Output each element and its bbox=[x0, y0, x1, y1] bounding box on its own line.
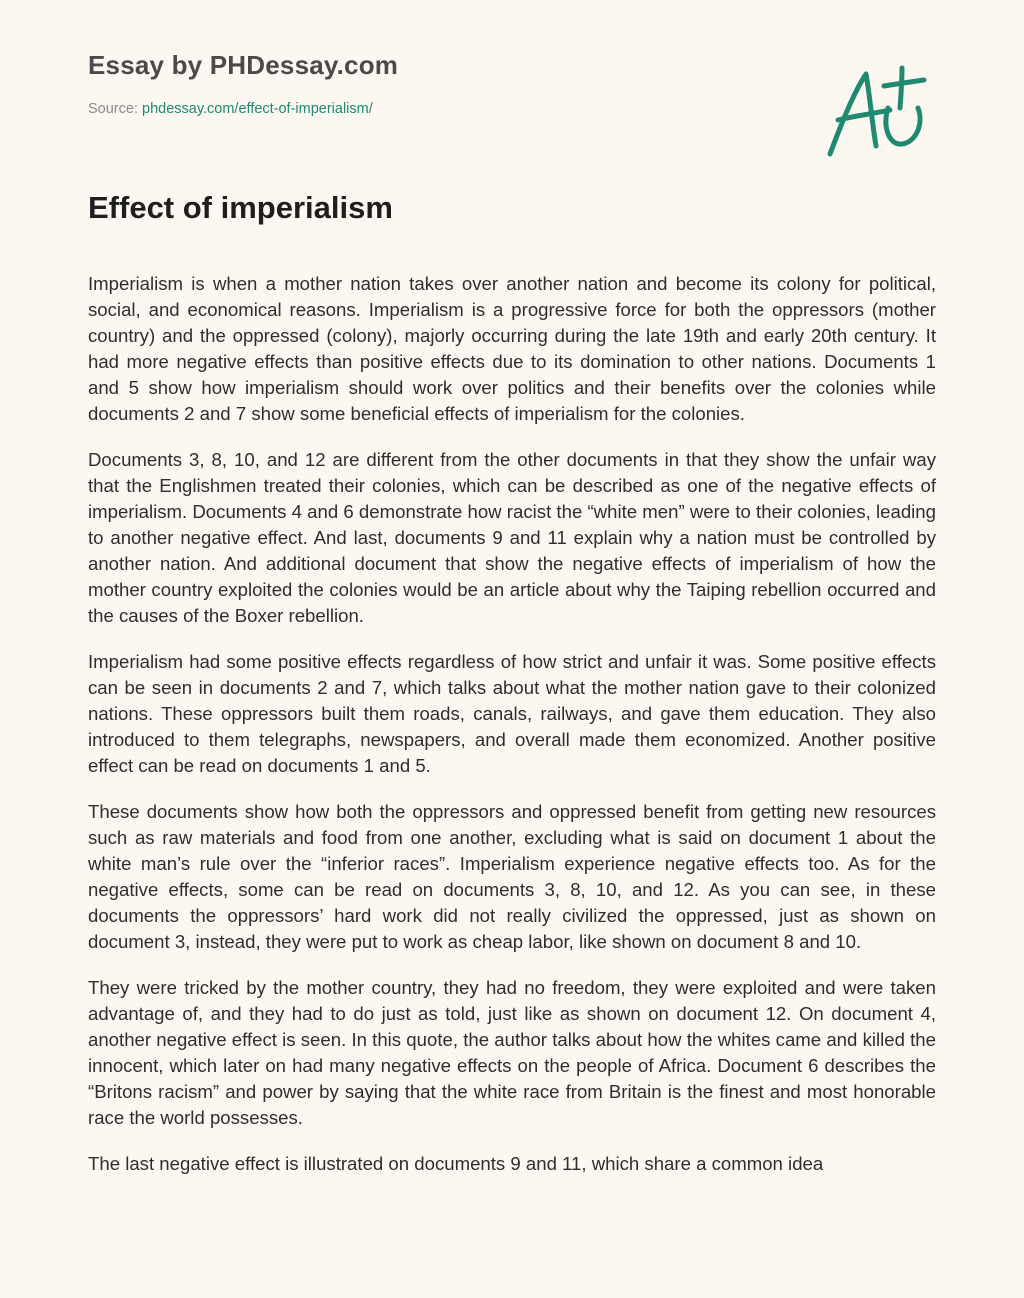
essay-paragraph: Documents 3, 8, 10, and 12 are different from the other documents in that they show the unfair way that the Englishmen treated their colonies, which can be described as one of the negative effects of imperialism. Documents 4 and 6 demonstrate how racist the “white men” were to their colonies, leading to another negative effect. And last, documents 9 and 11 explain why a nation must be controlled by another nation. And additional document that show the negative effects of imperialism of how the mother country exploited the colonies would be an article about why the Taiping rebellion occurred and the causes of the Boxer rebellion. bbox=[88, 449, 936, 626]
essay-body bbox=[88, 271, 936, 1197]
brand-title: Essay by PHDessay.com bbox=[88, 50, 399, 80]
essay-title: Effect of imperialism bbox=[88, 190, 393, 225]
essay-paragraph: These documents show how both the oppressors and oppressed benefit from getting new resources such as raw materials and food from one another, excluding what is said on document 1 about the white man’s rule over the “inferior races”. Imperialism experience negative effects too. As for the negative effects, some can be read on documents 3, 8, 10, and 12. As you can see, in these documents the oppressors’ hard work did not really civilized the oppressed, just as shown on document 3, instead, they were put to work as cheap labor, like shown on document 8 and 10. bbox=[88, 801, 936, 952]
source-label: Source: bbox=[88, 101, 138, 117]
a-plus-logo-icon bbox=[820, 62, 930, 162]
source-link[interactable]: phdessay.com/effect-of-imperialism/ bbox=[142, 101, 373, 117]
essay-paragraph: They were tricked by the mother country, they had no freedom, they were exploited and were taken advantage of, and they had to do just as told, just like as shown on document 12. On document 4, another negative effect is seen. In this quote, the author talks about how the whites came and killed the innocent, which later on had many negative effects on the people of Africa. Document 6 describes the “Britons racism” and power by saying that the white race from Britain is the finest and most honorable race the world possesses. bbox=[88, 977, 936, 1128]
essay-paragraph: Imperialism had some positive effects regardless of how strict and unfair it was. Some positive effects can be seen in documents 2 and 7, which talks about what the mother nation gave to their colonized nations. These oppressors built them roads, canals, railways, and gave them education. They also introduced to them telegraphs, newspapers, and overall made them economized. Another positive effect can be read on documents 1 and 5. bbox=[88, 651, 936, 776]
essay-paragraph: The last negative effect is illustrated on documents 9 and 11, which share a common idea bbox=[88, 1153, 824, 1174]
source-line bbox=[88, 101, 373, 117]
essay-paragraph: Imperialism is when a mother nation takes over another nation and become its colony for political, social, and economical reasons. Imperialism is a progressive force for both the oppressors (mother country) and the oppressed (colony), majorly occurring during the late 19th and early 20th century. It had more negative effects than positive effects due to its domination to other nations. Documents 1 and 5 show how imperialism should work over politics and their benefits over the colonies while documents 2 and 7 show some beneficial effects of imperialism for the colonies. bbox=[88, 273, 936, 424]
